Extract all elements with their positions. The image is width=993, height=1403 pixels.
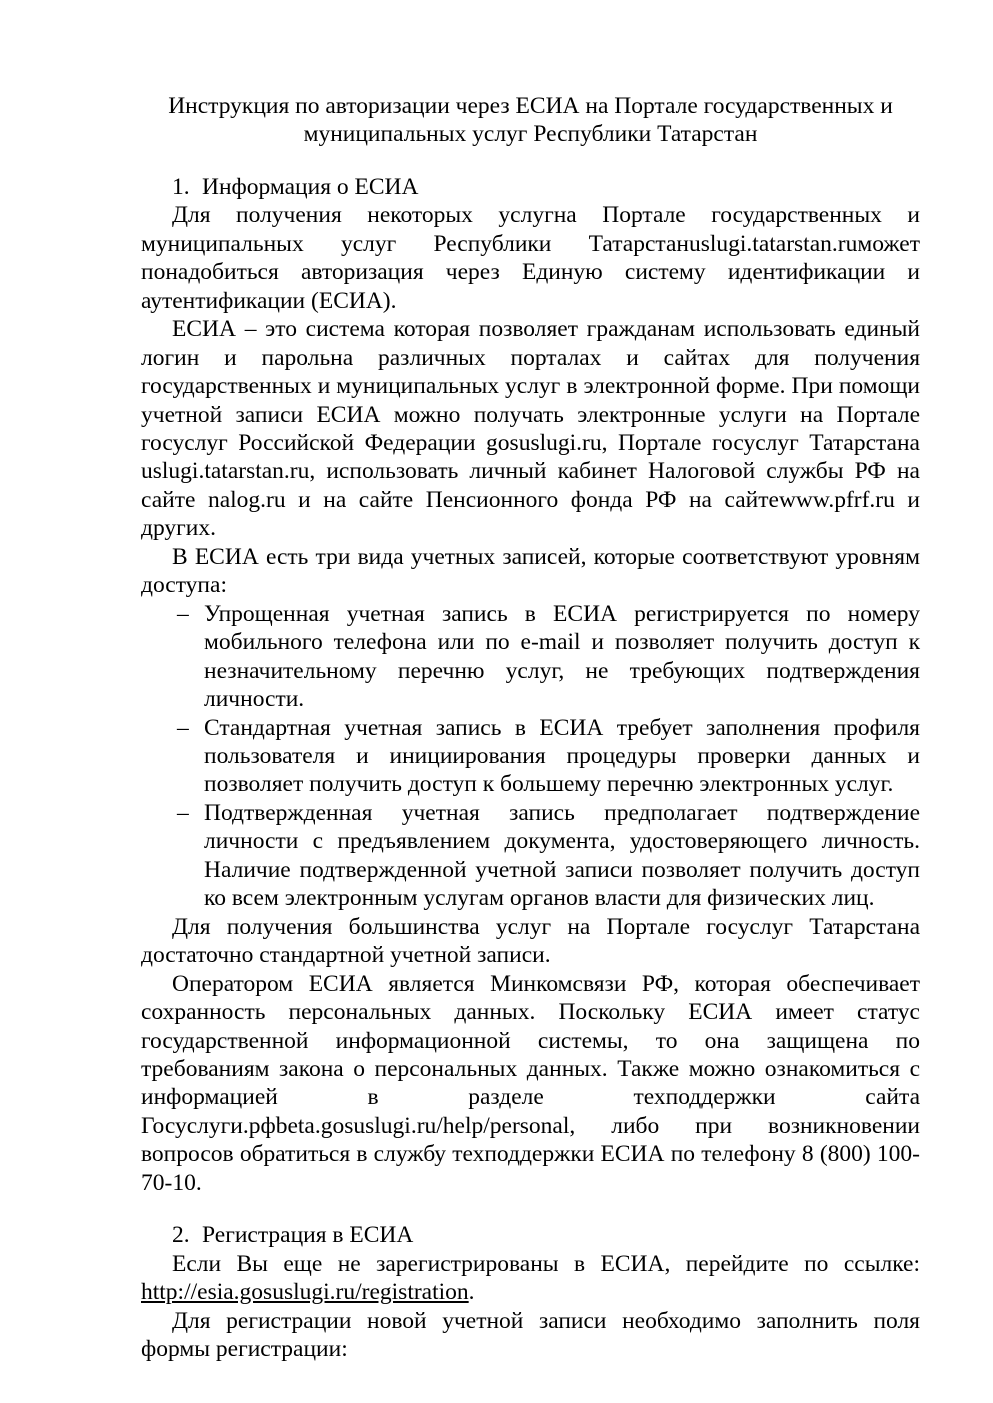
document-title: Инструкция по авторизации через ЕСИА на Портале государственных и муниципальных услуг Республики Татарстан bbox=[168, 93, 893, 148]
paragraph: Для получения большинства услуг на Портале госуслуг Татарстана достаточно стандартной учетной записи. bbox=[141, 913, 920, 969]
section-heading-text: Регистрация в ЕСИА bbox=[202, 1222, 414, 1249]
list-dash: – bbox=[177, 600, 189, 627]
paragraph: ЕСИА – это система которая позволяет гражданам использовать единый логин и парольна различных порталах и сайтах для получения государственных и муниципальных услуг в электронной форме. При помощи учетной записи ЕСИА можно получать электронные услуги на Портале госуслуг Российской Федерации gosuslugi.ru, Портале госуслуг Татарстана uslugi.tatarstan.ru, использовать личный кабинет Налоговой службы РФ на сайте nalog.ru и на сайте Пенсионного фонда РФ на сайтеwww.pfrf.ru и других. bbox=[141, 316, 920, 542]
section-heading-2 bbox=[141, 1221, 920, 1249]
list-dash: – bbox=[177, 799, 189, 826]
list-item-text: Подтвержденная учетная запись предполагает подтверждение личности с предъявлением документа, удостоверяющего личность. Наличие подтвержденной учетной записи позволяет получить доступ ко всем электронным услугам органов власти для физических лиц. bbox=[204, 799, 920, 912]
list-item bbox=[141, 714, 920, 799]
section-number: 1. bbox=[172, 173, 190, 200]
list-item bbox=[141, 600, 920, 714]
paragraph: В ЕСИА есть три вида учетных записей, которые соответствуют уровням доступа: bbox=[141, 543, 920, 599]
paragraph-with-link bbox=[141, 1250, 920, 1307]
list-item-text: Стандартная учетная запись в ЕСИА требует заполнения профиля пользователя и инициирования процедуры проверки данных и позволяет получить доступ к большему перечню электронных услуг. bbox=[204, 714, 920, 798]
section-heading-text: Информация о ЕСИА bbox=[202, 173, 419, 200]
paragraph: Оператором ЕСИА является Минкомсвязи РФ, которая обеспечивает сохранность персональных данных. Поскольку ЕСИА имеет статус государственной информационной системы, то она защищена по требованиям закона о персональных данных. Также можно ознакомиться с информацией в разделе техподдержки сайта Госуслуги.рфbeta.gosuslugi.ru/help/personal, либо при возникновении вопросов обратиться в службу техподдержки ЕСИА по телефону 8 (800) 100-70-10. bbox=[141, 970, 920, 1196]
list-item bbox=[141, 799, 920, 913]
section-heading-1 bbox=[141, 173, 920, 201]
link-paragraph-period: . bbox=[468, 1279, 475, 1306]
link-paragraph-text: Если Вы еще не зарегистрированы в ЕСИА, перейдите по ссылке: bbox=[172, 1250, 920, 1277]
paragraph: Для регистрации новой учетной записи необходимо заполнить поля формы регистрации: bbox=[141, 1307, 920, 1363]
list-item-text: Упрощенная учетная запись в ЕСИА регистрируется по номеру мобильного телефона или по e-mail и позволяет получить доступ к незначительному перечню услуг, не требующих подтверждения личности. bbox=[204, 600, 920, 713]
paragraph: Для получения некоторых услугна Портале государственных и муниципальных услуг Республики Татарстанuslugi.tatarstan.ruможет понадобиться авторизация через Единую систему идентификации и аутентификации (ЕСИА). bbox=[141, 202, 920, 314]
registration-link[interactable]: http://esia.gosuslugi.ru/registration bbox=[141, 1279, 469, 1306]
section-number: 2. bbox=[172, 1222, 190, 1249]
list-dash: – bbox=[177, 714, 189, 741]
